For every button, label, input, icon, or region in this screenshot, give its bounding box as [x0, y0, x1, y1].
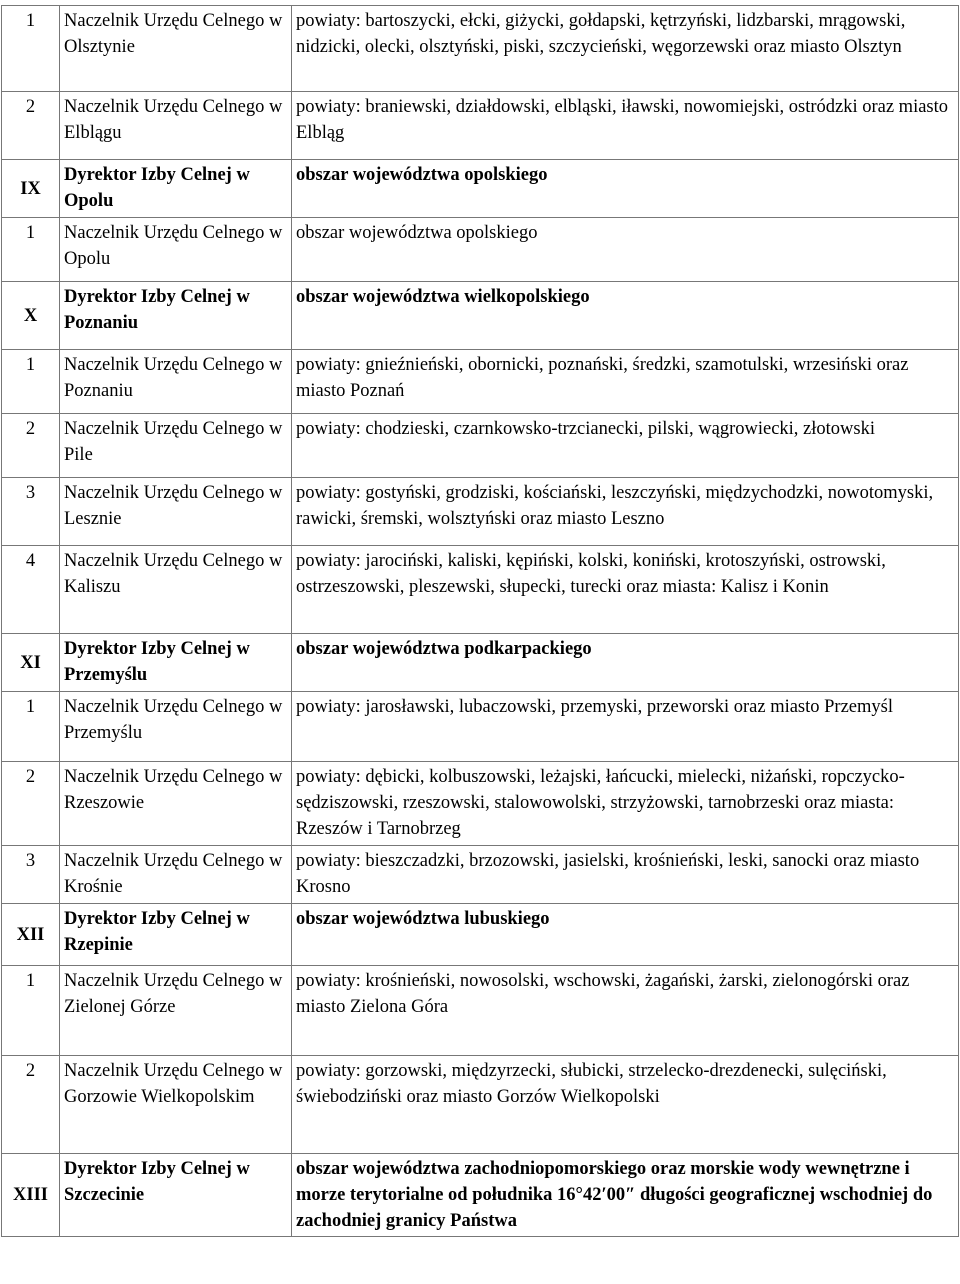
- territory-description: powiaty: gnieźnieński, obornicki, poznański, średzki, szamotulski, wrzesiński oraz miasto Poznań: [292, 350, 959, 414]
- territory-description: powiaty: braniewski, działdowski, elbląski, iławski, nowomiejski, ostródzki oraz miasto Elbląg: [292, 92, 959, 160]
- territory-description: powiaty: jarosławski, lubaczowski, przemyski, przeworski oraz miasto Przemyśl: [292, 692, 959, 762]
- table-row: [2, 218, 959, 282]
- territory-description: powiaty: gorzowski, międzyrzecki, słubicki, strzelecko-drezdenecki, sulęciński, świebodziński oraz miasto Gorzów Wielkopolski: [292, 1056, 959, 1154]
- territory-description: powiaty: dębicki, kolbuszowski, leżajski, łańcucki, mielecki, niżański, ropczycko-sędziszowski, rzeszowski, stalowowolski, strzyżowski, tarnobrzeski oraz miasta: Rzeszów i Tarnobrzeg: [292, 762, 959, 846]
- row-number: 2: [2, 92, 60, 160]
- table-row: [2, 966, 959, 1056]
- row-number: XI: [2, 634, 60, 692]
- row-number: XII: [2, 904, 60, 966]
- territory-description: obszar województwa opolskiego: [292, 218, 959, 282]
- row-number: 2: [2, 414, 60, 478]
- authority-name: Naczelnik Urzędu Celnego w Pile: [60, 414, 292, 478]
- table-row: [2, 904, 959, 966]
- table-row: [2, 414, 959, 478]
- authority-name: Dyrektor Izby Celnej w Szczecinie: [60, 1154, 292, 1237]
- authority-name: Naczelnik Urzędu Celnego w Lesznie: [60, 478, 292, 546]
- row-number: X: [2, 282, 60, 350]
- table-row: [2, 546, 959, 634]
- table-body: [2, 6, 959, 1237]
- authority-name: Dyrektor Izby Celnej w Przemyślu: [60, 634, 292, 692]
- table-row: [2, 6, 959, 92]
- row-number: 1: [2, 350, 60, 414]
- table-row: [2, 160, 959, 218]
- territory-description: powiaty: krośnieński, nowosolski, wschowski, żagański, żarski, zielonogórski oraz miasto Zielona Góra: [292, 966, 959, 1056]
- table-row: [2, 282, 959, 350]
- authority-name: Naczelnik Urzędu Celnego w Zielonej Górze: [60, 966, 292, 1056]
- row-number: IX: [2, 160, 60, 218]
- territory-description: obszar województwa podkarpackiego: [292, 634, 959, 692]
- table-row: [2, 350, 959, 414]
- authority-name: Naczelnik Urzędu Celnego w Gorzowie Wielkopolskim: [60, 1056, 292, 1154]
- table-row: [2, 478, 959, 546]
- territory-description: obszar województwa wielkopolskiego: [292, 282, 959, 350]
- table-row: [2, 762, 959, 846]
- territory-description: obszar województwa zachodniopomorskiego oraz morskie wody wewnętrzne i morze terytorialne od południka 16°42′00″ długości geograficznej wschodniej do zachodniej granicy Państwa: [292, 1154, 959, 1237]
- territory-description: powiaty: jarociński, kaliski, kępiński, kolski, koniński, krotoszyński, ostrowski, ostrzeszowski, pleszewski, słupecki, turecki oraz miasta: Kalisz i Konin: [292, 546, 959, 634]
- authority-name: Naczelnik Urzędu Celnego w Olsztynie: [60, 6, 292, 92]
- authority-name: Naczelnik Urzędu Celnego w Krośnie: [60, 846, 292, 904]
- row-number: XIII: [2, 1154, 60, 1237]
- table-row: [2, 692, 959, 762]
- territory-description: powiaty: gostyński, grodziski, kościański, leszczyński, międzychodzki, nowotomyski, rawicki, śremski, wolsztyński oraz miasto Leszno: [292, 478, 959, 546]
- table-row: [2, 92, 959, 160]
- table-row: [2, 1056, 959, 1154]
- authority-name: Dyrektor Izby Celnej w Opolu: [60, 160, 292, 218]
- territory-description: obszar województwa opolskiego: [292, 160, 959, 218]
- authority-name: Dyrektor Izby Celnej w Poznaniu: [60, 282, 292, 350]
- authority-name: Naczelnik Urzędu Celnego w Kaliszu: [60, 546, 292, 634]
- row-number: 1: [2, 692, 60, 762]
- territory-description: powiaty: chodzieski, czarnkowsko-trzcianecki, pilski, wągrowiecki, złotowski: [292, 414, 959, 478]
- table-row: [2, 846, 959, 904]
- authority-name: Naczelnik Urzędu Celnego w Rzeszowie: [60, 762, 292, 846]
- territory-description: powiaty: bieszczadzki, brzozowski, jasielski, krośnieński, leski, sanocki oraz miasto Krosno: [292, 846, 959, 904]
- row-number: 1: [2, 966, 60, 1056]
- table-row: [2, 1154, 959, 1237]
- row-number: 1: [2, 218, 60, 282]
- table-row: [2, 634, 959, 692]
- territory-description: obszar województwa lubuskiego: [292, 904, 959, 966]
- authority-name: Dyrektor Izby Celnej w Rzepinie: [60, 904, 292, 966]
- customs-jurisdiction-table: [1, 5, 959, 1237]
- territory-description: powiaty: bartoszycki, ełcki, giżycki, gołdapski, kętrzyński, lidzbarski, mrągowski, nidzicki, olecki, olsztyński, piski, szczycieński, węgorzewski oraz miasto Olsztyn: [292, 6, 959, 92]
- authority-name: Naczelnik Urzędu Celnego w Elblągu: [60, 92, 292, 160]
- row-number: 2: [2, 762, 60, 846]
- authority-name: Naczelnik Urzędu Celnego w Opolu: [60, 218, 292, 282]
- authority-name: Naczelnik Urzędu Celnego w Przemyślu: [60, 692, 292, 762]
- row-number: 3: [2, 478, 60, 546]
- authority-name: Naczelnik Urzędu Celnego w Poznaniu: [60, 350, 292, 414]
- row-number: 1: [2, 6, 60, 92]
- row-number: 2: [2, 1056, 60, 1154]
- row-number: 4: [2, 546, 60, 634]
- row-number: 3: [2, 846, 60, 904]
